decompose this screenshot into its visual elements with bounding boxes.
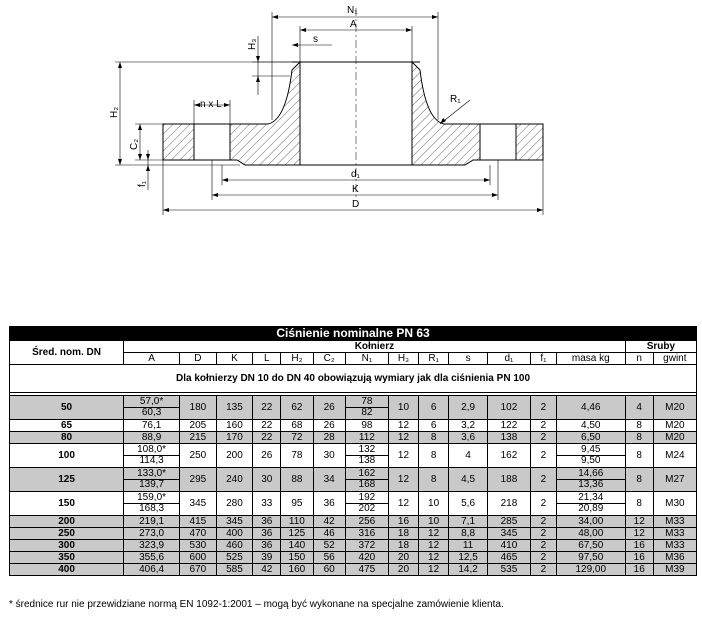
cell-value: 162	[346, 469, 388, 480]
cell-n1	[345, 468, 388, 492]
dim-label-f1: f₁	[137, 180, 148, 187]
column-header: n	[625, 353, 653, 365]
cell-h3: 20	[388, 552, 418, 564]
flange-dimensions-table	[9, 326, 697, 576]
cell-thread: M36	[653, 552, 696, 564]
cell-n: 8	[625, 468, 653, 492]
cell-value: 192	[346, 493, 388, 504]
cell-mass: 6,50	[556, 432, 625, 444]
table-row	[10, 420, 697, 432]
cell-l: 22	[253, 432, 281, 444]
cell-a	[124, 396, 180, 420]
cell-n: 16	[625, 564, 653, 576]
cell-f1: 2	[531, 444, 557, 468]
cell-r1: 8	[419, 468, 449, 492]
cell-d1: 188	[487, 468, 530, 492]
cell-mass	[556, 492, 625, 516]
cell-d1: 102	[487, 396, 530, 420]
cell-k: 460	[216, 540, 253, 552]
cell-r1: 6	[419, 396, 449, 420]
cell-h2: 88	[281, 468, 313, 492]
cell-s: 4,5	[449, 468, 488, 492]
dim-label-d1: d₁	[351, 169, 360, 180]
cell-a: 355,6	[124, 552, 180, 564]
cell-n: 8	[625, 420, 653, 432]
cell-value: 14,66	[557, 469, 625, 480]
cell-n1: 256	[345, 516, 388, 528]
cell-value: 9,45	[557, 445, 625, 456]
cell-value: 57,0*	[124, 397, 179, 408]
dim-label-H2: H₂	[109, 106, 120, 118]
dn-cell: 400	[10, 564, 124, 576]
cell-s: 2,9	[449, 396, 488, 420]
cell-n1: 475	[345, 564, 388, 576]
cell-k: 280	[216, 492, 253, 516]
cell-d1: 162	[487, 444, 530, 468]
cell-k: 525	[216, 552, 253, 564]
cell-mass: 97,50	[556, 552, 625, 564]
cell-s: 3,2	[449, 420, 488, 432]
column-header: masa kg	[556, 353, 625, 365]
table-row	[10, 432, 697, 444]
cell-d: 295	[180, 468, 217, 492]
cell-f1: 2	[531, 492, 557, 516]
cell-d: 530	[180, 540, 217, 552]
cell-mass	[556, 468, 625, 492]
cell-f1: 2	[531, 552, 557, 564]
cell-value: 9,50	[581, 455, 601, 466]
cell-a	[124, 444, 180, 468]
cell-r1: 8	[419, 444, 449, 468]
cell-f1: 2	[531, 396, 557, 420]
cell-d: 415	[180, 516, 217, 528]
cell-a: 88,9	[124, 432, 180, 444]
cell-thread: M27	[653, 468, 696, 492]
table-row	[10, 516, 697, 528]
column-header: d₁	[487, 353, 530, 365]
cell-c2: 56	[313, 552, 345, 564]
cell-mass: 4,46	[556, 396, 625, 420]
cell-h3: 12	[388, 444, 418, 468]
dn-header: Śred. nom. DN	[10, 341, 124, 365]
cell-d: 470	[180, 528, 217, 540]
cell-d1: 285	[487, 516, 530, 528]
cell-h2: 95	[281, 492, 313, 516]
dn-cell: 50	[10, 396, 124, 420]
cell-value: 202	[358, 503, 376, 514]
cell-h3: 18	[388, 528, 418, 540]
dim-label-K: K	[352, 184, 359, 195]
cell-l: 22	[253, 396, 281, 420]
cell-k: 200	[216, 444, 253, 468]
column-header: H₃	[388, 353, 418, 365]
cell-thread: M39	[653, 564, 696, 576]
cell-r1: 10	[419, 516, 449, 528]
cell-s: 3,6	[449, 432, 488, 444]
cell-l: 33	[253, 492, 281, 516]
cell-r1: 12	[419, 564, 449, 576]
cell-a: 76,1	[124, 420, 180, 432]
column-header: C₂	[313, 353, 345, 365]
cell-h3: 12	[388, 492, 418, 516]
cell-a: 323,9	[124, 540, 180, 552]
cell-f1: 2	[531, 468, 557, 492]
cell-f1: 2	[531, 516, 557, 528]
cell-value: 82	[361, 407, 373, 418]
cell-a	[124, 468, 180, 492]
column-header: A	[124, 353, 180, 365]
dn-cell: 350	[10, 552, 124, 564]
cell-d: 205	[180, 420, 217, 432]
cell-c2: 30	[313, 444, 345, 468]
cell-n: 8	[625, 444, 653, 468]
cell-c2: 60	[313, 564, 345, 576]
cell-n: 12	[625, 528, 653, 540]
dim-label-H3: H₃	[247, 38, 258, 50]
cell-n1	[345, 444, 388, 468]
dim-label-D: D	[352, 199, 360, 210]
cell-r1: 8	[419, 432, 449, 444]
cell-s: 5,6	[449, 492, 488, 516]
cell-value: 20,89	[578, 503, 604, 514]
cell-c2: 26	[313, 396, 345, 420]
cell-c2: 42	[313, 516, 345, 528]
cell-a: 406,4	[124, 564, 180, 576]
cell-a: 219,1	[124, 516, 180, 528]
cell-l: 30	[253, 468, 281, 492]
table-title: Ciśnienie nominalne PN 63	[10, 327, 697, 341]
cell-a: 273,0	[124, 528, 180, 540]
bolts-header: Śruby	[625, 341, 696, 353]
cell-d1: 218	[487, 492, 530, 516]
cell-thread: M20	[653, 420, 696, 432]
flange-section-right	[412, 62, 543, 165]
cell-d: 345	[180, 492, 217, 516]
column-header: R₁	[419, 353, 449, 365]
cell-h2: 78	[281, 444, 313, 468]
cell-a	[124, 492, 180, 516]
cell-r1: 12	[419, 540, 449, 552]
cell-n: 16	[625, 540, 653, 552]
cell-h3: 12	[388, 420, 418, 432]
cell-value: 78	[346, 397, 388, 408]
dn-cell: 150	[10, 492, 124, 516]
dim-label-N1: N₁	[347, 5, 358, 16]
cell-thread: M20	[653, 432, 696, 444]
cell-h2: 110	[281, 516, 313, 528]
cell-mass: 129,00	[556, 564, 625, 576]
cell-value: 60,3	[141, 407, 162, 418]
cell-l: 39	[253, 552, 281, 564]
cell-l: 36	[253, 528, 281, 540]
cell-s: 12,5	[449, 552, 488, 564]
cell-s: 8,8	[449, 528, 488, 540]
cell-h3: 12	[388, 432, 418, 444]
cell-f1: 2	[531, 432, 557, 444]
cell-h2: 140	[281, 540, 313, 552]
footnote: * średnice rur nie przewidziane normą EN 1092-1:2001 – mogą być wykonane na specjalne zamówienie klienta.	[9, 599, 504, 610]
cell-n1: 372	[345, 540, 388, 552]
flange-section-left	[163, 62, 300, 165]
cell-d1: 465	[487, 552, 530, 564]
cell-n1: 112	[345, 432, 388, 444]
cell-r1: 10	[419, 492, 449, 516]
flange-header: Kołnierz	[124, 341, 626, 353]
cell-h3: 18	[388, 540, 418, 552]
table-row	[10, 468, 697, 492]
cell-f1: 2	[531, 564, 557, 576]
cell-l: 42	[253, 564, 281, 576]
table-row	[10, 444, 697, 468]
cell-s: 4	[449, 444, 488, 468]
cell-n: 4	[625, 396, 653, 420]
cell-d: 670	[180, 564, 217, 576]
cell-value: 21,34	[557, 493, 625, 504]
cell-k: 240	[216, 468, 253, 492]
cell-n1	[345, 396, 388, 420]
cell-c2: 52	[313, 540, 345, 552]
dn-cell: 200	[10, 516, 124, 528]
cell-d1: 535	[487, 564, 530, 576]
cell-value: 13,36	[578, 479, 604, 490]
cell-mass: 4,50	[556, 420, 625, 432]
cell-d: 180	[180, 396, 217, 420]
cell-h2: 160	[281, 564, 313, 576]
cell-d1: 410	[487, 540, 530, 552]
cell-n1: 316	[345, 528, 388, 540]
dn-cell: 80	[10, 432, 124, 444]
dn-cell: 250	[10, 528, 124, 540]
cell-d1: 345	[487, 528, 530, 540]
cell-s: 14,2	[449, 564, 488, 576]
dim-label-R1: R₁	[450, 94, 461, 105]
cell-thread: M33	[653, 516, 696, 528]
cell-f1: 2	[531, 528, 557, 540]
cell-n1	[345, 492, 388, 516]
cell-k: 345	[216, 516, 253, 528]
cell-mass	[556, 444, 625, 468]
dim-label-A: A	[350, 19, 357, 30]
cell-n1: 98	[345, 420, 388, 432]
cell-c2: 46	[313, 528, 345, 540]
cell-l: 26	[253, 444, 281, 468]
table-row	[10, 564, 697, 576]
column-header: L	[253, 353, 281, 365]
cell-c2: 34	[313, 468, 345, 492]
cell-thread: M24	[653, 444, 696, 468]
cell-c2: 36	[313, 492, 345, 516]
cell-k: 585	[216, 564, 253, 576]
column-header: D	[180, 353, 217, 365]
cell-value: 138	[358, 455, 376, 466]
cell-h2: 72	[281, 432, 313, 444]
dn-cell: 300	[10, 540, 124, 552]
cell-r1: 12	[419, 552, 449, 564]
cell-k: 160	[216, 420, 253, 432]
cell-d: 600	[180, 552, 217, 564]
cell-r1: 12	[419, 528, 449, 540]
cell-s: 7,1	[449, 516, 488, 528]
cell-f1: 2	[531, 540, 557, 552]
cell-mass: 48,00	[556, 528, 625, 540]
cell-h3: 20	[388, 564, 418, 576]
cell-value: 133,0*	[124, 469, 179, 480]
cell-n: 8	[625, 432, 653, 444]
table-row	[10, 396, 697, 420]
cell-value: 168,3	[139, 503, 165, 514]
column-header: f₁	[531, 353, 557, 365]
cell-thread: M33	[653, 528, 696, 540]
column-header: gwint	[653, 353, 696, 365]
cell-n: 12	[625, 516, 653, 528]
dn-cell: 65	[10, 420, 124, 432]
cell-value: 139,7	[139, 479, 165, 490]
cell-thread: M33	[653, 540, 696, 552]
cell-h2: 125	[281, 528, 313, 540]
cell-k: 400	[216, 528, 253, 540]
table-note: Dla kołnierzy DN 10 do DN 40 obowiązują wymiary jak dla ciśnienia PN 100	[10, 365, 697, 393]
cell-h2: 150	[281, 552, 313, 564]
column-header: s	[449, 353, 488, 365]
cell-h3: 12	[388, 468, 418, 492]
cell-l: 36	[253, 516, 281, 528]
cell-value: 168	[358, 479, 376, 490]
cell-k: 135	[216, 396, 253, 420]
table-row	[10, 552, 697, 564]
cell-f1: 2	[531, 420, 557, 432]
cell-c2: 26	[313, 420, 345, 432]
table-row	[10, 528, 697, 540]
cell-r1: 6	[419, 420, 449, 432]
cell-h3: 16	[388, 516, 418, 528]
cell-d1: 138	[487, 432, 530, 444]
cell-s: 11	[449, 540, 488, 552]
cell-d1: 122	[487, 420, 530, 432]
cell-n: 8	[625, 492, 653, 516]
cell-thread: M20	[653, 396, 696, 420]
cell-h2: 62	[281, 396, 313, 420]
table-row	[10, 540, 697, 552]
column-header: N₁	[345, 353, 388, 365]
cell-h3: 10	[388, 396, 418, 420]
cell-value: 114,3	[139, 455, 164, 466]
dim-label-nxL: n x L	[200, 99, 222, 110]
cell-mass: 34,00	[556, 516, 625, 528]
column-header: H₂	[281, 353, 313, 365]
cell-l: 22	[253, 420, 281, 432]
dn-cell: 100	[10, 444, 124, 468]
cell-value: 108,0*	[124, 445, 179, 456]
dim-label-C2: C₂	[129, 138, 140, 150]
cell-h2: 68	[281, 420, 313, 432]
cell-d: 215	[180, 432, 217, 444]
cell-mass: 67,50	[556, 540, 625, 552]
cell-thread: M30	[653, 492, 696, 516]
dn-cell: 125	[10, 468, 124, 492]
cell-l: 36	[253, 540, 281, 552]
cell-k: 170	[216, 432, 253, 444]
cell-value: 132	[346, 445, 388, 456]
cell-d: 250	[180, 444, 217, 468]
cell-n1: 420	[345, 552, 388, 564]
dim-label-s: s	[313, 34, 318, 45]
table-row	[10, 492, 697, 516]
cell-n: 16	[625, 552, 653, 564]
cell-value: 159,0*	[124, 493, 179, 504]
column-header: K	[216, 353, 253, 365]
cell-c2: 28	[313, 432, 345, 444]
